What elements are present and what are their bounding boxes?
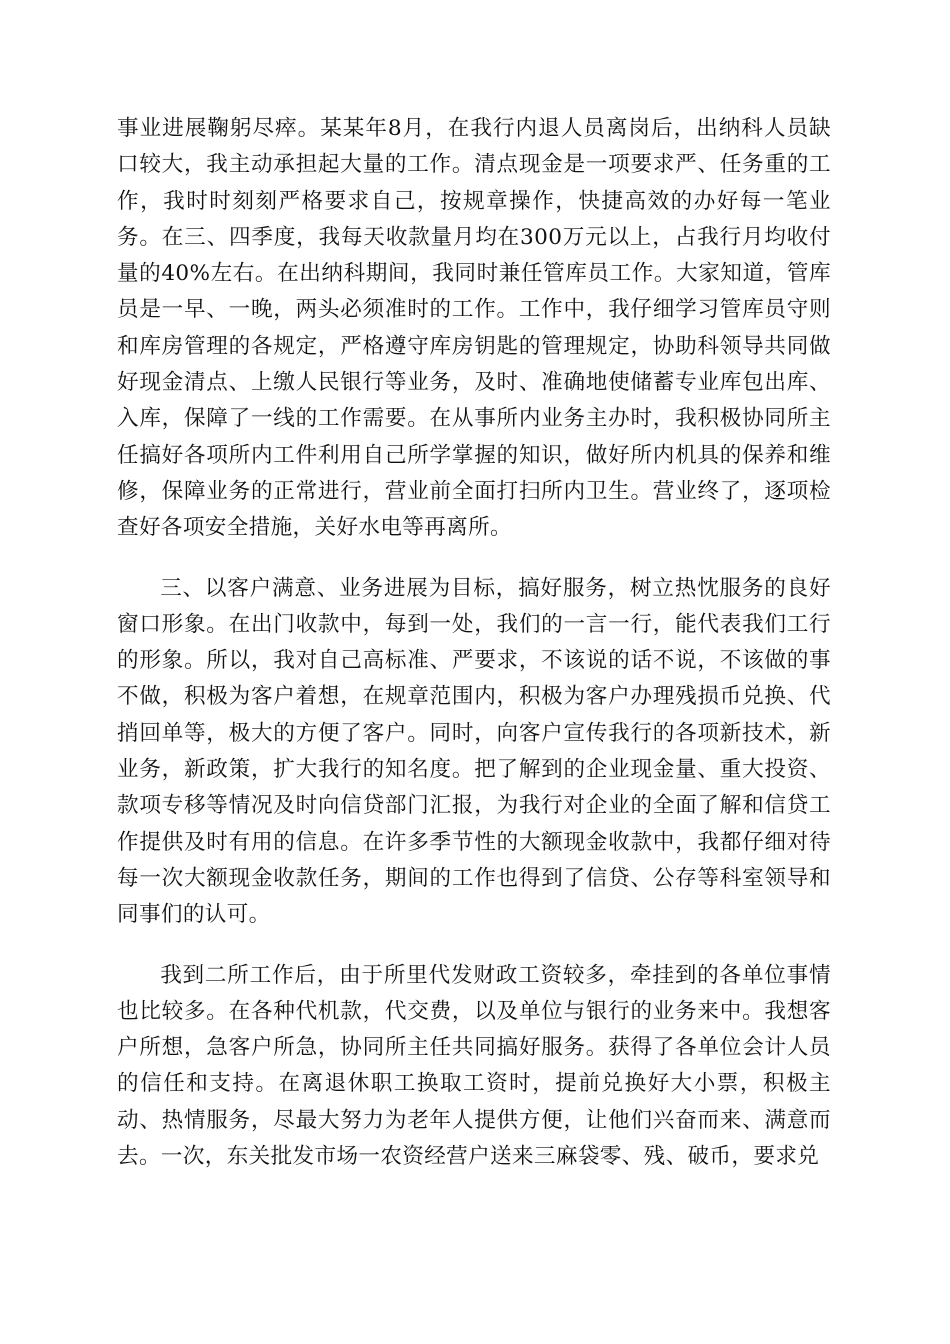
paragraph-continuation: 事业进展鞠躬尽瘁。某某年8月，在我行内退人员离岗后，出纳科人员缺口较大，我主动承担起大量的工作。清点现金是一项要求严、任务重的工作，我时时刻刻严格要求自己，按规章操作，快捷高效的办好每一笔业务。在三、四季度，我每天收款量月均在300万元以上，占我行月均收付量的40%左右。在出纳科期间，我同时兼任管库员工作。大家知道，管库员是一早、一晚，两头必须准时的工作。工作中，我仔细学习管库员守则和库房管理的各规定，严格遵守库房钥匙的管理规定，协助科领导共同做好现金清点、上缴人民银行等业务，及时、准确地使储蓄专业库包出库、入库，保障了一线的工作需要。在从事所内业务主办时，我积极协同所主任搞好各项所内工件利用自己所学掌握的知识，做好所内机具的保养和维修，保障业务的正常进行，营业前全面打扫所内卫生。营业终了，逐项检查好各项安全措施，关好水电等再离所。: [117, 116, 831, 541]
paragraph-second-office: 我到二所工作后，由于所里代发财政工资较多，牵挂到的各单位事情也比较多。在各种代机款，代交费，以及单位与银行的业务来中。我想客户所想，急客户所急，协同所主任共同搞好服务。获得了各单位会计人员的信任和支持。在离退休职工换取工资时，提前兑换好大小票，积极主动、热情服务，尽最大努力为老年人提供方便，让他们兴奋而来、满意而去。一次，东关批发市场一农资经营户送来三麻袋零、残、破币，要求兑: [117, 962, 831, 1170]
paragraph-section-three: 三、以客户满意、业务进展为目标，搞好服务，树立热忱服务的良好窗口形象。在出门收款中，每到一处，我们的一言一行，能代表我们工行的形象。所以，我对自己高标准、严要求，不该说的话不说，不该做的事不做，积极为客户着想，在规章范围内，积极为客户办理残损币兑换、代捎回单等，极大的方便了客户。同时，向客户宣传我行的各项新技术，新业务，新政策，扩大我行的知名度。把了解到的企业现金量、重大投资、款项专移等情况及时向信贷部门汇报，为我行对企业的全面了解和信贷工作提供及时有用的信息。在许多季节性的大额现金收款中，我都仔细对待每一次大额现金收款任务，期间的工作也得到了信贷、公存等科室领导和同事们的认可。: [117, 575, 831, 928]
document-body: [117, 111, 831, 1175]
